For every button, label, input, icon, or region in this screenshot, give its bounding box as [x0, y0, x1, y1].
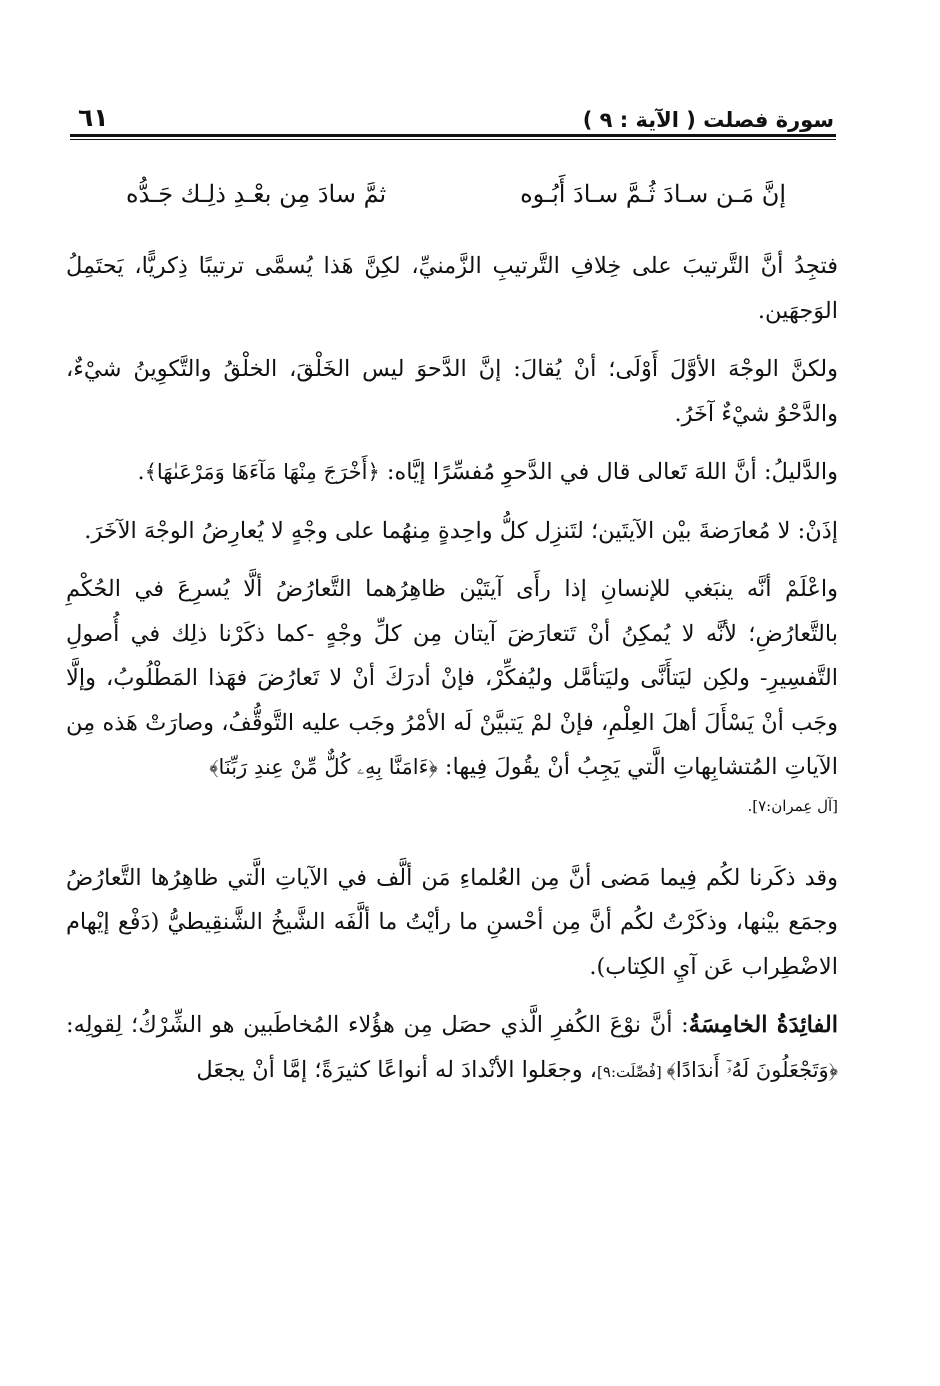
paragraph-5-text: واعْلَمْ أنَّه ينبَغي للإنسانِ إذا رأَى آيتَيْن ظاهِرُهما التَّعارُضُ ألَّا يُسرِعَ في الحُكْمِ بالتَّعارُضِ؛ لأنَّه لا يُمكِنُ أنْ تَتعارَضَ آيتان مِن كلِّ وجْهٍ -كما ذكَرْنا ذلِك في أُصولِ التَّفسِيرِ- ولكِن ليَتأَنَّى وليَتأمَّل وليُفكِّرْ، فإنْ أدرَكَ أنْ لا تَعارُضَ فهَذا المَطْلُوبُ، وإلَّا وجَب أنْ يَسْأَلَ أهلَ العِلْمِ، فإنْ لمْ يَتبيَّنْ لَه الأمْرُ وجَب عليه التَّوقُّفُ، وصارَتْ هَذه مِن الآياتِ المُتشابِهاتِ الَّتي يَجِبُ أنْ يقُولَ فِيها: — [66, 576, 838, 780]
paragraph-3 — [66, 450, 838, 495]
quran-reference: [آل عِمران:٧]. — [747, 796, 838, 815]
quran-reference: [فُصِّلَت:٩] — [597, 1062, 667, 1081]
paragraph-7 — [66, 1003, 838, 1094]
quran-quote: ﴿ءَامَنَّا بِهِۦ كُلٌّ مِّنْ عِندِ رَبِّنَا﴾ — [209, 755, 438, 779]
poetry-verse — [66, 172, 838, 244]
verse-hemistich-2: ثمَّ سادَ مِن بعْـدِ ذلِـك جَـدُّه — [126, 180, 387, 208]
paragraph-2: ولكنَّ الوجْهَ الأوَّلَ أَوْلَى؛ أنْ يُقالَ: إنَّ الدَّحوَ ليس الخَلْقَ، الخلْقُ والتَّكوِينُ شيْءٌ، والدَّحْوُ شيْءٌ آخَرُ. — [66, 356, 838, 427]
surah-title: سورة فصلت ( الآية : ٩ ) — [582, 108, 834, 132]
paragraph-3-text: والدَّليلُ: أنَّ اللهَ تَعالى قال في الدَّحوِ مُفسِّرًا إيَّاه: — [379, 459, 838, 485]
paragraph-7-text: : أنَّ نوْعَ الكُفرِ الَّذي حصَل مِن هؤُلاء المُخاطَبين هو الشِّرْكُ؛ لِقولِه: — [66, 1012, 689, 1038]
paragraph-6: وقد ذكَرنا لكُم فِيما مَضى أنَّ مِن العُلماءِ مَن ألَّف في الآياتِ الَّتي ظاهِرُها التَّعارُضُ وجمَع بيْنها، وذكَرْتُ لكُم أنَّ مِن أحْسنِ ما رأيْتُ ما ألَّفَه الشَّيخُ الشَّنقِيطيُّ (دَفْع إيْهام الاضْطِراب عَن آيِ الكِتاب). — [66, 864, 838, 980]
page-body — [66, 172, 838, 1094]
paragraph-3-end: . — [137, 459, 145, 485]
quran-quote: ﴿أَخْرَجَ مِنْهَا مَآءَهَا وَمَرْعَىٰهَا﴾ — [144, 460, 380, 484]
verse-hemistich-1: إنَّ مَـن سـادَ ثُـمَّ سـادَ أَبُـوه — [520, 180, 786, 208]
paragraph-5 — [66, 567, 838, 790]
paragraph-7-end: ، وجعَلوا الأنْدادَ له أنواعًا كثيرَةً؛ إمَّا أنْ يجعَل — [196, 1056, 598, 1083]
section-label: الفائِدَةُ الخامِسَةُ — [688, 1012, 839, 1038]
header-rule — [70, 134, 836, 140]
page-number: ٦١ — [78, 103, 109, 132]
paragraph-4: إذَنْ: لا مُعارَضةَ بيْن الآيتَين؛ لتَنزِل كلُّ واحِدةٍ مِنهُما على وجْهٍ لا يُعارِضُ الوجْهَ الآخَرَ. — [84, 517, 838, 544]
quran-quote: ﴿وَتَجْعَلُونَ لَهُۥٓ أَندَادًا﴾ — [666, 1057, 838, 1082]
running-header — [72, 98, 834, 132]
paragraph-1: فتجِدُ أنَّ التَّرتيبَ على خِلافِ التَّرتيبِ الزَّمنيِّ، لكِنَّ هَذا يُسمَّى ترتيبًا ذِكريًّا، يَحتَمِلُ الوَجهَين. — [66, 253, 838, 324]
